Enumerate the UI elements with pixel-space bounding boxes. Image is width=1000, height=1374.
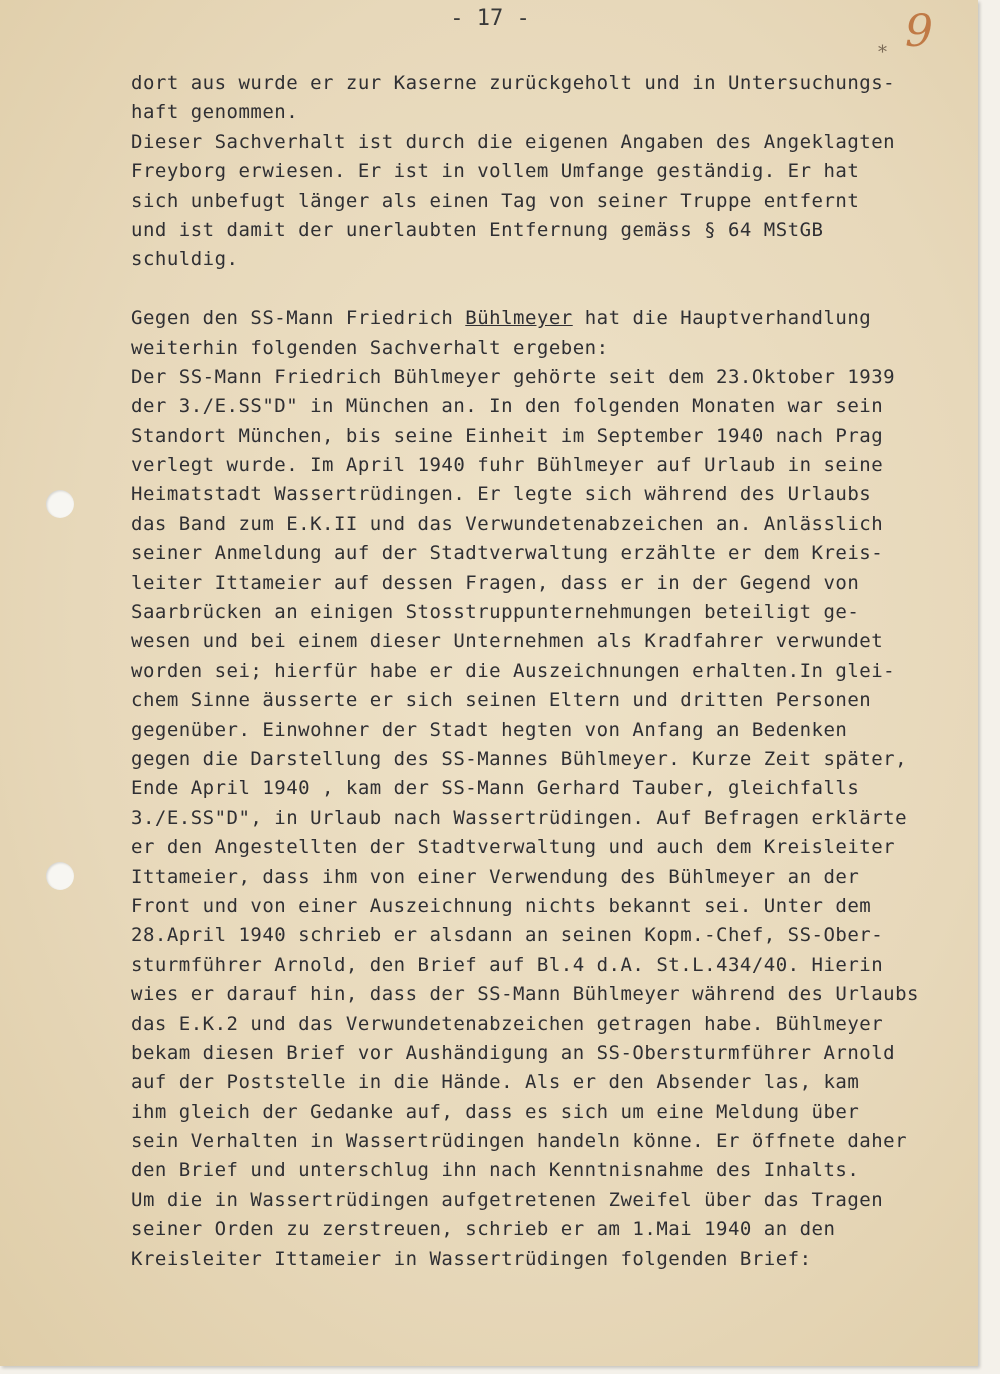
text-line: er den Angestellten der Stadtverwaltung und auch dem Kreisleiter	[131, 836, 896, 859]
text-line: ihm gleich der Gedanke auf, dass es sich um eine Meldung über	[131, 1100, 860, 1123]
text-line: sein Verhalten in Wassertrüdingen handeln könne. Er öffnete daher	[131, 1130, 908, 1153]
text-line: sturmführer Arnold, den Brief auf Bl.4 d.A. St.L.434/40. Hierin	[131, 953, 884, 976]
text-line: Standort München, bis seine Einheit im September 1940 nach Prag	[131, 424, 884, 447]
paragraph-buehlmeyer	[131, 334, 931, 1275]
text-line: 28.April 1940 schrieb er alsdann an seinen Kopm.-Chef, SS-Ober-	[131, 924, 884, 947]
text-line: seiner Anmeldung auf der Stadtverwaltung erzählte er dem Kreis-	[131, 542, 884, 565]
text-line: Freyborg erwiesen. Er ist in vollem Umfange geständig. Er hat	[131, 160, 860, 183]
text-line: leiter Ittameier auf dessen Fragen, dass er in der Gegend von	[131, 571, 860, 594]
text-line: Ende April 1940 , kam der SS-Mann Gerhard Tauber, gleichfalls	[131, 777, 860, 800]
text-line: gegenüber. Einwohner der Stadt hegten von Anfang an Bedenken	[131, 718, 848, 741]
text-line: sich unbefugt länger als einen Tag von seiner Truppe entfernt	[131, 189, 860, 212]
text-line: und ist damit der unerlaubten Entfernung gemäss § 64 MStGB	[131, 218, 824, 241]
corner-mark: *	[878, 42, 887, 63]
folio-mark: 9	[905, 6, 933, 57]
text-line: worden sei; hierfür habe er die Auszeichnungen erhalten.In glei-	[131, 659, 896, 682]
text-span: Gegen den SS-Mann Friedrich	[131, 307, 466, 330]
page-number: - 17 -	[450, 6, 530, 31]
punch-hole	[46, 862, 74, 890]
text-line: das Band zum E.K.II und das Verwundetenabzeichen an. Anlässlich	[131, 512, 884, 535]
punch-hole	[46, 490, 74, 518]
text-line: Saarbrücken an einigen Stosstruppunternehmungen beteiligt ge-	[131, 601, 860, 624]
paragraph-freyborg	[131, 69, 931, 275]
text-line: wesen und bei einem dieser Unternehmen als Kradfahrer verwundet	[131, 630, 884, 653]
text-line: bekam diesen Brief vor Aushändigung an SS-Obersturmführer Arnold	[131, 1041, 896, 1064]
text-line: schuldig.	[131, 248, 239, 271]
text-line: wies er darauf hin, dass der SS-Mann Bühlmeyer während des Urlaubs	[131, 983, 919, 1006]
text-line: seiner Orden zu zerstreuen, schrieb er am 1.Mai 1940 an den	[131, 1218, 836, 1241]
underlined-name: Bühlmeyer	[465, 307, 573, 330]
text-line: Der SS-Mann Friedrich Bühlmeyer gehörte seit dem 23.Oktober 1939	[131, 365, 896, 388]
paragraph-gap	[131, 275, 931, 304]
text-line: Um die in Wassertrüdingen aufgetretenen Zweifel über das Tragen	[131, 1188, 884, 1211]
text-line: Front und von einer Auszeichnung nichts bekannt sei. Unter dem	[131, 894, 872, 917]
text-line: verlegt wurde. Im April 1940 fuhr Bühlmeyer auf Urlaub in seine	[131, 454, 884, 477]
text-line: Kreisleiter Ittameier in Wassertrüdingen folgenden Brief:	[131, 1247, 812, 1270]
text-line: gegen die Darstellung des SS-Mannes Bühlmeyer. Kurze Zeit später,	[131, 747, 908, 770]
text-line: dort aus wurde er zur Kaserne zurückgeholt und in Untersuchungs-	[131, 72, 896, 94]
text-line: Heimatstadt Wassertrüdingen. Er legte sich während des Urlaubs	[131, 483, 872, 506]
text-line: weiterhin folgenden Sachverhalt ergeben:	[131, 336, 609, 359]
typed-text	[131, 69, 931, 1274]
text-line: der 3./E.SS"D" in München an. In den folgenden Monaten war sein	[131, 395, 884, 418]
text-span: hat die Hauptverhandlung	[572, 307, 872, 330]
text-line: chem Sinne äusserte er sich seinen Eltern und dritten Personen	[131, 689, 872, 712]
text-line: Ittameier, dass ihm von einer Verwendung des Bühlmeyer an der	[131, 865, 860, 888]
text-line	[131, 304, 931, 333]
text-line: haft genommen.	[131, 101, 299, 124]
text-line: auf der Poststelle in die Hände. Als er den Absender las, kam	[131, 1071, 860, 1094]
text-line: 3./E.SS"D", in Urlaub nach Wassertrüdingen. Auf Befragen erklärte	[131, 806, 908, 829]
text-line: Dieser Sachverhalt ist durch die eigenen Angaben des Angeklagten	[131, 130, 896, 153]
text-line: den Brief und unterschlug ihn nach Kenntnisnahme des Inhalts.	[131, 1159, 860, 1182]
text-line: das E.K.2 und das Verwundetenabzeichen getragen habe. Bühlmeyer	[131, 1012, 884, 1035]
